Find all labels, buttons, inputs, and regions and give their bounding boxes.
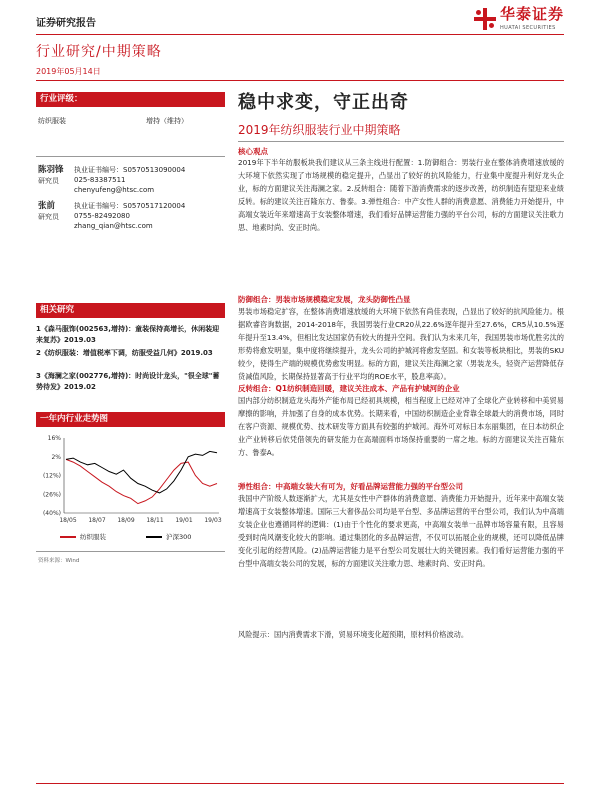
analyst-cert: 执业证书编号：S0570513090004 bbox=[74, 166, 186, 174]
report-type: 行业研究/中期策略 bbox=[36, 44, 162, 60]
legend-item bbox=[146, 532, 191, 541]
header-divider bbox=[36, 34, 564, 35]
company-logo bbox=[474, 6, 564, 31]
y-tick-label: (12%) bbox=[42, 472, 61, 480]
section-body: 我国中产阶级人数逐渐扩大，尤其是女性中产群体的消费意愿、消费能力开始提升，近年来中高端女装增速高于女装整体增速。国际三大奢侈品公司均是平台型、多品牌运营的平台型公司，我们认为中高端女装企业也遵循同样的逻辑：(1)由于个性化的要求更高，中高端女装单一品牌市场容量有限，且容易受到时尚风潮变化较大的影响。通过集团化的多品牌运营，不仅可以拓展企业的规模，还可以降低品牌变化引起的经营风险。(2)品牌运营能力是平台型公司发展壮大的关键因素。我们看好运营能力强的平台型中高端女装公司的发展，标的方面建议关注歌力思、地素时尚、安正时尚。 bbox=[238, 494, 564, 568]
analyst-cert: 执业证书编号：S0570517120004 bbox=[74, 202, 186, 210]
legend-swatch bbox=[146, 536, 162, 538]
huatai-logo-icon bbox=[474, 8, 496, 30]
section-heading: 反转组合：Q1纺织制造回暖，建议关注成本、产品有护城河的企业 bbox=[238, 384, 460, 393]
related-item[interactable]: 2《纺织服装：增值税率下调，纺服受益几何》2019.03 bbox=[36, 349, 213, 357]
industry-name: 纺织服装 bbox=[38, 117, 66, 125]
legend-swatch bbox=[60, 536, 76, 538]
header-divider-2 bbox=[36, 80, 564, 81]
y-tick-label: 16% bbox=[47, 435, 61, 442]
related-item[interactable]: 1《森马服饰(002563,增持)：童装保持高增长，休闲装迎来复苏》2019.03 bbox=[36, 325, 220, 344]
chart-legend bbox=[60, 532, 191, 541]
analyst-phone: 025-83387511 bbox=[74, 176, 126, 184]
legend-item bbox=[60, 532, 106, 541]
chart-source: 资料来源：Wind bbox=[38, 558, 80, 564]
y-tick-label: (26%) bbox=[42, 491, 61, 499]
y-tick-label: 2% bbox=[51, 453, 61, 461]
x-tick-label: 18/07 bbox=[88, 517, 106, 524]
related-item[interactable]: 3《海澜之家(002776,增持)：时尚设计龙头，"很全球"蓄势待发》2019.02 bbox=[36, 372, 220, 391]
rating-section-title: 行业评级： bbox=[36, 92, 225, 107]
related-section-title: 相关研究 bbox=[36, 303, 225, 318]
sidebar-divider bbox=[36, 551, 225, 552]
analyst-phone: 0755-82492080 bbox=[74, 212, 130, 220]
analyst-email[interactable]: zhang_qian@htsc.com bbox=[74, 222, 153, 230]
series-line bbox=[66, 459, 217, 503]
analyst-role: 研究员 bbox=[38, 213, 59, 221]
title-divider bbox=[238, 141, 564, 142]
footer-divider bbox=[36, 783, 564, 784]
section-body: 国内部分纺织制造龙头海外产能布局已经初具规模，相当程度上已经对冲了全球化产业转移和中美贸易摩擦的影响，并加强了自身的成本优势。长期来看，中国纺织制造企业背靠全球最大的消费市场，同时在客户资源、规模优势、技术研发等方面具有较强的护城河。海外可对标日本东丽集团，在日本纺织企业产业转移后依凭借领先的研发能力在高端面料市场保持重要的一席之地。标的方面建议关注百隆东方、鲁泰A。 bbox=[238, 396, 564, 457]
core-view-body: 2019年下半年纺服板块我们建议从三条主线进行配置：1.防御组合：男装行业在整体消费增速放缓的大环境下依然实现了市场规模的稳定提升，凸显出了较好的抗风险能力，行业集中度提升利好龙头企业，标的方面建议关注海澜之家。2.反转组合：随着下游消费需求的逐步改善，纺织制造有望迎来业绩反转。标的建议关注百隆东方、鲁泰。3.弹性组合：中产女性人群的消费意愿、消费能力开始提升，中高端女装近年来增速高于女装整体增速，我们看好品牌运营能力强的平台公司，标的方面建议关注歌力思、地素时尚、安正时尚。 bbox=[238, 158, 564, 232]
industry-trend-chart bbox=[36, 432, 225, 527]
x-tick-label: 19/01 bbox=[175, 517, 193, 524]
legend-label: 纺织服装 bbox=[80, 533, 106, 541]
x-tick-label: 18/09 bbox=[117, 517, 135, 524]
x-tick-label: 18/11 bbox=[146, 517, 164, 524]
industry-rating: 增持（维持） bbox=[146, 117, 188, 125]
page-subtitle: 2019年纺织服装行业中期策略 bbox=[238, 123, 401, 137]
analyst-email[interactable]: chenyufeng@htsc.com bbox=[74, 186, 155, 194]
report-label: 证券研究报告 bbox=[36, 18, 96, 29]
section-heading: 弹性组合：中高端女装大有可为，好看品牌运营能力强的平台型公司 bbox=[238, 482, 463, 491]
analyst-name: 张前 bbox=[38, 201, 56, 211]
risk-warning: 风险提示：国内消费需求下滑，贸易环境变化超预期，原材料价格波动。 bbox=[238, 630, 469, 639]
logo-subtext: HUATAI SECURITIES bbox=[499, 25, 556, 31]
sidebar-divider bbox=[36, 156, 225, 157]
x-tick-label: 19/03 bbox=[204, 517, 222, 524]
section-heading: 防御组合：男装市场规模稳定发展，龙头防御性凸显 bbox=[238, 295, 411, 304]
analyst-name: 陈羽锋 bbox=[38, 165, 64, 175]
x-tick-label: 18/05 bbox=[59, 517, 77, 524]
core-view-heading: 核心观点 bbox=[238, 147, 268, 156]
section-body: 男装市场稳定扩容，在整体消费增速放缓的大环境下依然有尚佳表现，凸显出了较好的抗风险能力。根据欧睿咨询数据，2014-2018年，我国男装行业CR20从22.6%逐年提升至27.6%，CR5从10.5%逐年提升至13.4%，但相比发达国家仍有较大的提升空间。我们认为未来几年，我国男装市场优胜劣汰的形势将愈发明显，集中度将继续提升，龙头公司的护城河将愈发坚固。和女装等板块相比，男装的SKU较少，使得生产端的规模优势愈发明显。标的方面，建议关注海澜之家（男装龙头，轻资产运营降低存货减值风险，长期保持显著高于行业平均的ROE水平，股息率高）。 bbox=[238, 307, 564, 381]
chart-section-title: 一年内行业走势图 bbox=[36, 412, 225, 427]
logo-text: 华泰证券 bbox=[499, 5, 564, 23]
y-tick-label: (40%) bbox=[42, 510, 61, 517]
legend-label: 沪深300 bbox=[166, 533, 192, 541]
page-title: 稳中求变，守正出奇 bbox=[238, 92, 409, 113]
report-date: 2019年05月14日 bbox=[36, 67, 101, 76]
analyst-role: 研究员 bbox=[38, 177, 59, 185]
